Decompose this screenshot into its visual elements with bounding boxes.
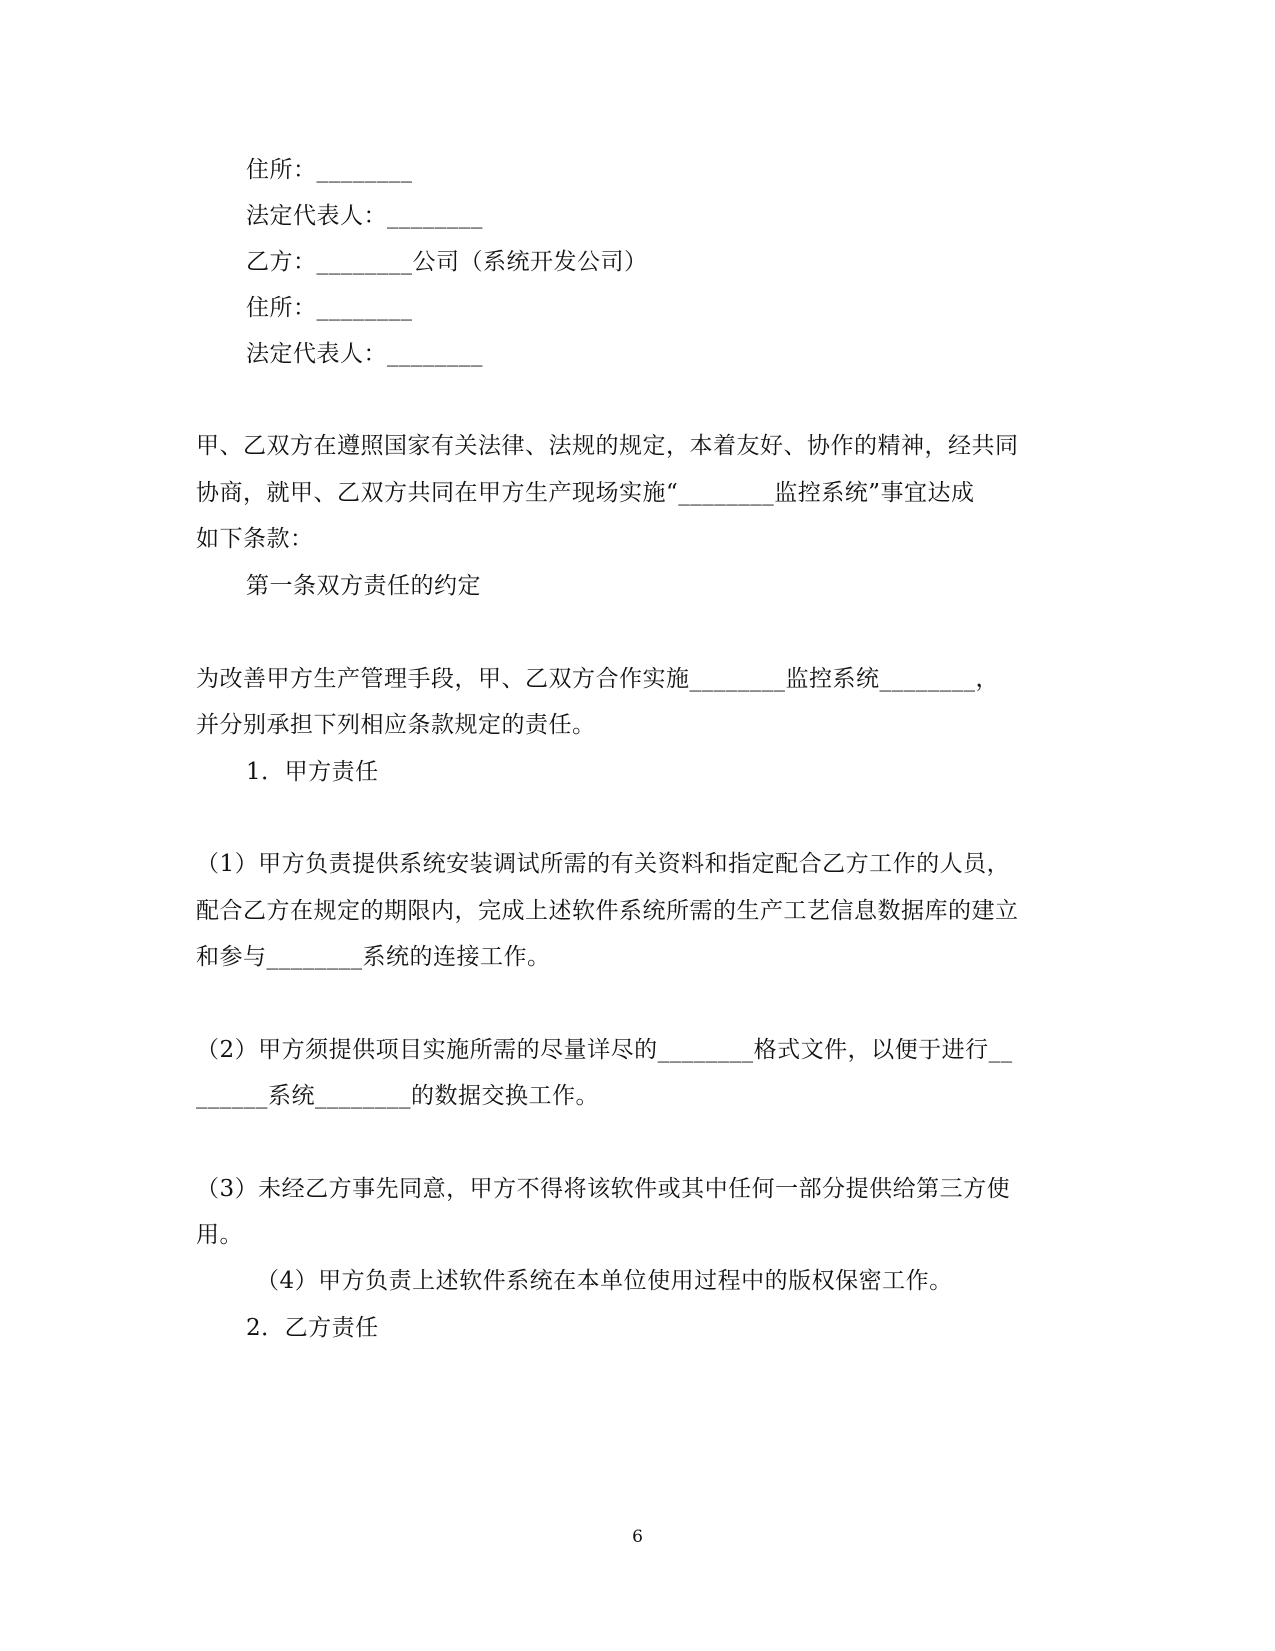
section-1-title: 1．甲方责任 — [246, 759, 379, 785]
item-3-line: （3）未经乙方事先同意，甲方不得将该软件或其中任何一部分提供给第三方使 — [196, 1176, 1011, 1202]
item-1-line: 配合乙方在规定的期限内，完成上述软件系统所需的生产工艺信息数据库的建立 — [196, 898, 1019, 924]
preamble-line: 如下条款： — [196, 526, 314, 552]
party-b-name: 乙方：________公司（系统开发公司） — [246, 249, 648, 275]
page-number: 6 — [632, 1527, 643, 1547]
party-b-legal-rep: 法定代表人：________ — [246, 341, 483, 367]
article-1-intro-line: 并分别承担下列相应条款规定的责任。 — [196, 712, 596, 738]
item-1-line: 和参与________系统的连接工作。 — [196, 944, 551, 970]
party-b-address: 住所：________ — [246, 295, 413, 321]
item-3-line: 用。 — [196, 1222, 243, 1248]
item-1-line: （1）甲方负责提供系统安装调试所需的有关资料和指定配合乙方工作的人员， — [196, 851, 1011, 877]
item-4-line: （4）甲方负责上述软件系统在本单位使用过程中的版权保密工作。 — [256, 1268, 953, 1294]
party-a-legal-rep: 法定代表人：________ — [246, 203, 483, 229]
party-a-address: 住所：________ — [246, 157, 413, 183]
preamble-line: 协商，就甲、乙双方共同在甲方生产现场实施“________监控系统”事宜达成 — [196, 480, 975, 506]
article-1-intro-line: 为改善甲方生产管理手段，甲、乙双方合作实施________监控系统________， — [196, 666, 999, 692]
item-2-line: （2）甲方须提供项目实施所需的尽量详尽的________格式文件，以便于进行__ — [196, 1037, 1013, 1063]
section-2-title: 2．乙方责任 — [246, 1315, 379, 1341]
preamble-line: 甲、乙双方在遵照国家有关法律、法规的规定，本着友好、协作的精神，经共同 — [196, 433, 1019, 459]
item-2-line: ______系统________的数据交换工作。 — [196, 1083, 599, 1109]
article-1-title: 第一条双方责任的约定 — [246, 573, 481, 599]
